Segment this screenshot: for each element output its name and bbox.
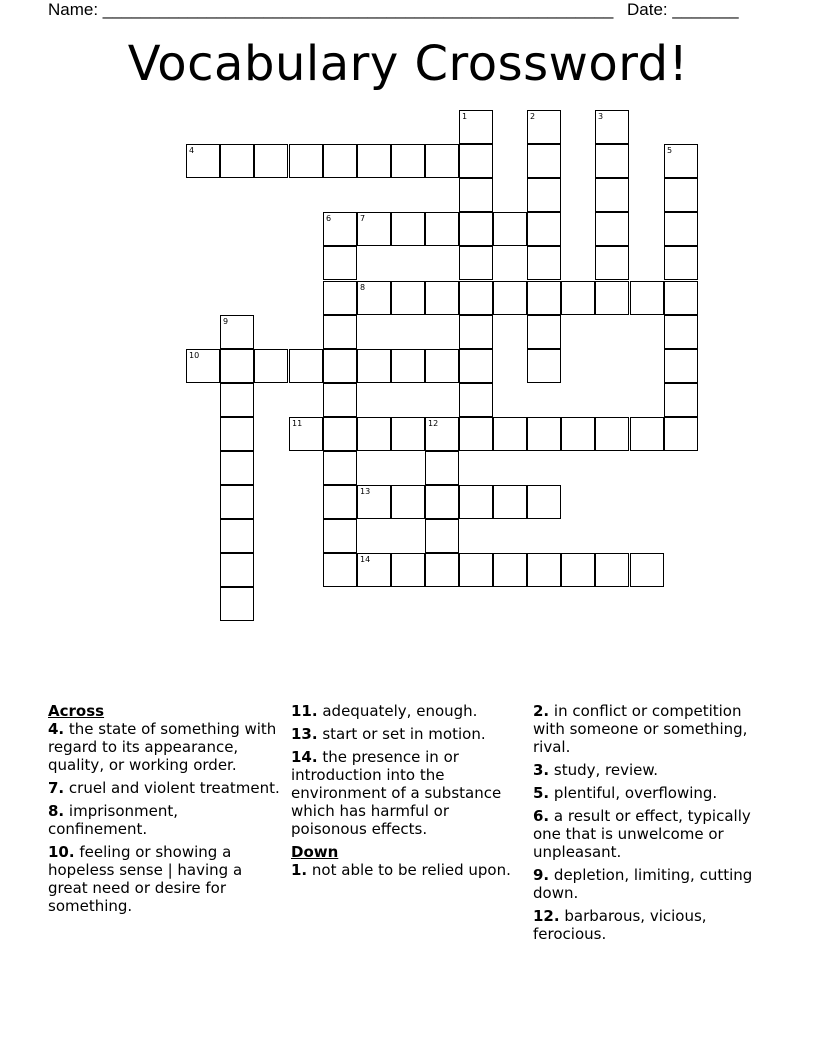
grid-cell[interactable]: [664, 212, 698, 246]
clue-across-10: 10. feeling or showing a hopeless sense | having a great need or desire for something.: [48, 843, 243, 915]
grid-cell[interactable]: [186, 349, 220, 383]
clue-down-1: 1. not able to be relied upon.: [291, 861, 511, 879]
grid-cell[interactable]: [664, 417, 698, 451]
grid-cell[interactable]: [391, 553, 425, 587]
grid-cell[interactable]: [493, 281, 527, 315]
clue-number: 2: [530, 112, 536, 121]
grid-cell[interactable]: [527, 212, 561, 246]
clue-number: 9: [223, 317, 229, 326]
grid-cell[interactable]: [220, 587, 254, 621]
clue-across-13: 13. start or set in motion.: [291, 725, 486, 743]
grid-cell[interactable]: [664, 383, 698, 417]
grid-cell[interactable]: [289, 144, 323, 178]
clue-down-12: 12. barbarous, vicious, ferocious.: [533, 907, 707, 943]
grid-cell[interactable]: [459, 178, 493, 212]
grid-cell[interactable]: [664, 349, 698, 383]
grid-cell[interactable]: [323, 144, 357, 178]
grid-cell[interactable]: [323, 451, 357, 485]
grid-cell[interactable]: [595, 246, 629, 280]
grid-cell[interactable]: [561, 417, 595, 451]
grid-cell[interactable]: [459, 144, 493, 178]
grid-cell[interactable]: [323, 417, 357, 451]
grid-cell[interactable]: [527, 110, 561, 144]
grid-cell[interactable]: [357, 553, 391, 587]
grid-cell[interactable]: [357, 281, 391, 315]
grid-cell[interactable]: [254, 349, 288, 383]
grid-cell[interactable]: [425, 417, 459, 451]
grid-cell[interactable]: [527, 417, 561, 451]
grid-cell[interactable]: [527, 485, 561, 519]
clue-across-4: 4. the state of something with regard to its appearance, quality, or working order.: [48, 720, 277, 774]
clue-number: 10: [189, 351, 200, 360]
grid-cell[interactable]: [493, 553, 527, 587]
grid-cell[interactable]: [664, 246, 698, 280]
grid-cell[interactable]: [323, 212, 357, 246]
grid-cell[interactable]: [459, 417, 493, 451]
grid-cell[interactable]: [630, 417, 664, 451]
grid-cell[interactable]: [664, 144, 698, 178]
grid-cell[interactable]: [254, 144, 288, 178]
grid-cell[interactable]: [425, 485, 459, 519]
grid-cell[interactable]: [459, 383, 493, 417]
grid-cell[interactable]: [459, 246, 493, 280]
grid-cell[interactable]: [595, 553, 629, 587]
clue-number: 3: [598, 112, 604, 121]
grid-cell[interactable]: [664, 281, 698, 315]
clue-across-14: 14. the presence in or introduction into the environment of a substance which has harmful or poisonous effects.: [291, 748, 502, 838]
grid-cell[interactable]: [323, 553, 357, 587]
grid-cell[interactable]: [425, 144, 459, 178]
grid-cell[interactable]: [527, 178, 561, 212]
grid-cell[interactable]: [391, 144, 425, 178]
clue-across-7: 7. cruel and violent treatment.: [48, 779, 280, 797]
grid-cell[interactable]: [220, 144, 254, 178]
grid-cell[interactable]: [220, 417, 254, 451]
clue-column-3: [533, 702, 769, 948]
grid-cell[interactable]: [323, 246, 357, 280]
grid-cell[interactable]: [527, 281, 561, 315]
clue-number: 4: [189, 146, 195, 155]
grid-cell[interactable]: [357, 349, 391, 383]
grid-cell[interactable]: [493, 417, 527, 451]
clue-across-8: 8. imprisonment, confinement.: [48, 802, 179, 838]
grid-cell[interactable]: [357, 417, 391, 451]
grid-cell[interactable]: [220, 519, 254, 553]
clue-down-5: 5. plentiful, overflowing.: [533, 784, 718, 802]
clue-down-6: 6. a result or effect, typically one that is unwelcome or unpleasant.: [533, 807, 751, 861]
grid-cell[interactable]: [493, 212, 527, 246]
grid-cell[interactable]: [527, 553, 561, 587]
grid-cell[interactable]: [527, 246, 561, 280]
clue-number: 1: [462, 112, 468, 121]
clue-number: 12: [428, 419, 439, 428]
grid-cell[interactable]: [391, 281, 425, 315]
clue-number: 7: [360, 214, 366, 223]
grid-cell[interactable]: [220, 315, 254, 349]
clue-number: 6: [326, 214, 332, 223]
grid-cell[interactable]: [630, 281, 664, 315]
clue-down-2: 2. in conflict or competition with someone or something, rival.: [533, 702, 748, 756]
grid-cell[interactable]: [289, 417, 323, 451]
grid-cell[interactable]: [459, 212, 493, 246]
clue-number: 5: [667, 146, 673, 155]
grid-cell[interactable]: [391, 349, 425, 383]
clue-down-9: 9. depletion, limiting, cutting down.: [533, 866, 753, 902]
grid-cell[interactable]: [561, 553, 595, 587]
clue-column-1: [48, 702, 280, 920]
grid-cell[interactable]: [425, 281, 459, 315]
date-field-label: Date: _______: [627, 0, 739, 19]
grid-cell[interactable]: [391, 212, 425, 246]
grid-cell[interactable]: [425, 212, 459, 246]
grid-cell[interactable]: [323, 485, 357, 519]
grid-cell[interactable]: [595, 417, 629, 451]
grid-cell[interactable]: [357, 144, 391, 178]
grid-cell[interactable]: [186, 144, 220, 178]
grid-cell[interactable]: [527, 315, 561, 349]
grid-cell[interactable]: [459, 281, 493, 315]
grid-cell[interactable]: [595, 144, 629, 178]
grid-cell[interactable]: [357, 485, 391, 519]
grid-cell[interactable]: [630, 553, 664, 587]
clue-column-2: [291, 702, 527, 884]
grid-cell[interactable]: [527, 144, 561, 178]
grid-cell[interactable]: [493, 485, 527, 519]
grid-cell[interactable]: [425, 349, 459, 383]
clue-across-11: 11. adequately, enough.: [291, 702, 478, 720]
clue-number: 8: [360, 283, 366, 292]
clue-down-3: 3. study, review.: [533, 761, 659, 779]
grid-cell[interactable]: [220, 451, 254, 485]
grid-cell[interactable]: [425, 553, 459, 587]
grid-cell[interactable]: [391, 417, 425, 451]
clue-number: 11: [292, 419, 303, 428]
grid-cell[interactable]: [220, 485, 254, 519]
grid-cell[interactable]: [595, 178, 629, 212]
grid-cell[interactable]: [323, 281, 357, 315]
grid-cell[interactable]: [527, 349, 561, 383]
grid-cell[interactable]: [323, 349, 357, 383]
grid-cell[interactable]: [595, 281, 629, 315]
grid-cell[interactable]: [664, 178, 698, 212]
across-heading: Across: [48, 702, 105, 720]
grid-cell[interactable]: [220, 349, 254, 383]
grid-cell[interactable]: [561, 281, 595, 315]
grid-cell[interactable]: [425, 451, 459, 485]
grid-cell[interactable]: [459, 349, 493, 383]
grid-cell[interactable]: [323, 519, 357, 553]
grid-cell[interactable]: [459, 485, 493, 519]
grid-cell[interactable]: [459, 315, 493, 349]
grid-cell[interactable]: [220, 383, 254, 417]
grid-cell[interactable]: [459, 553, 493, 587]
grid-cell[interactable]: [595, 212, 629, 246]
grid-cell[interactable]: [289, 349, 323, 383]
grid-cell[interactable]: [664, 315, 698, 349]
grid-cell[interactable]: [595, 110, 629, 144]
grid-cell[interactable]: [323, 315, 357, 349]
grid-cell[interactable]: [323, 383, 357, 417]
grid-cell[interactable]: [220, 553, 254, 587]
grid-cell[interactable]: [391, 485, 425, 519]
clue-number: 13: [360, 487, 371, 496]
down-heading: Down: [291, 843, 339, 861]
grid-cell[interactable]: [425, 519, 459, 553]
name-field-label: Name: ______________________________________________________: [48, 0, 614, 19]
clue-number: 14: [360, 555, 371, 564]
page-title: Vocabulary Crossword!: [127, 36, 689, 92]
grid-cell[interactable]: [459, 110, 493, 144]
grid-cell[interactable]: [357, 212, 391, 246]
